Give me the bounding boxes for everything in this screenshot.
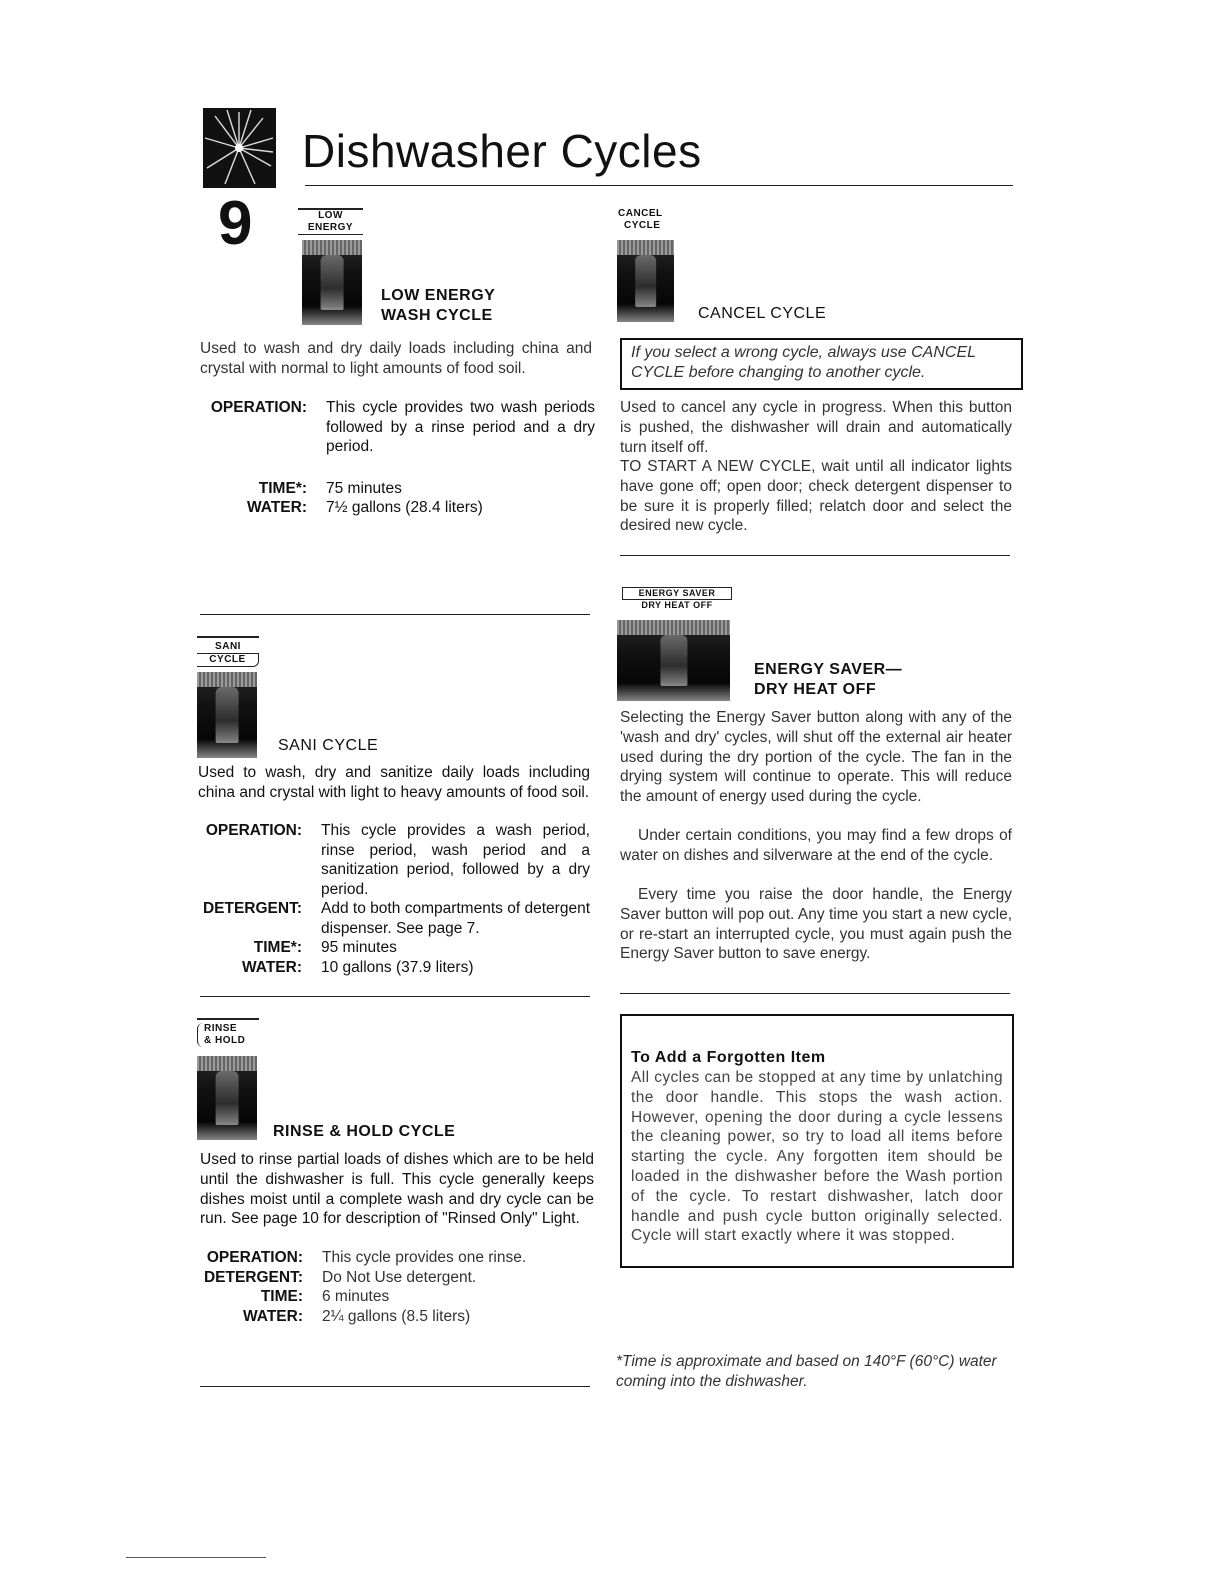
low-energy-time-label: TIME*: xyxy=(258,480,307,497)
page-edge-rule xyxy=(126,1557,266,1558)
sani-water-label: WATER: xyxy=(242,959,302,976)
rinse-hold-intro: Used to rinse partial loads of dishes which are to be held until the dishwasher is full. This cycle generally keeps dishes moist until a complete wash and dry cycle can be run. See page 10 for description of "Rinsed Only" Light. xyxy=(200,1151,594,1228)
forgotten-item-text: All cycles can be stopped at any time by unlatching the door handle. This stops the wash action. However, opening the door during a cycle lessens the cleaning power, so try to load all items before starting the cycle. Any forgotten item should be loaded in the dishwasher before the Wash portion of the cycle. To restart dishwasher, latch door handle and push cycle button originally selected. Cycle will start exactly where it was stopped. xyxy=(631,1069,1003,1245)
sani-button xyxy=(197,672,257,758)
divider xyxy=(620,993,1010,994)
rinse-hold-button-label: RINSE & HOLD xyxy=(197,1018,259,1047)
sani-operation: This cycle provides a wash period, rinse period, wash period and a sanitization period, followed by a dry period. xyxy=(321,822,590,898)
energy-saver-button xyxy=(617,620,730,701)
fireworks-icon xyxy=(203,108,276,188)
footnote: *Time is approximate and based on 140°F (60°C) water coming into the dishwasher. xyxy=(616,1353,997,1390)
rinse-hold-water-label: WATER: xyxy=(243,1308,303,1325)
divider xyxy=(620,555,1010,556)
rinse-hold-operation: This cycle provides one rinse. xyxy=(322,1249,527,1266)
energy-saver-heading: ENERGY SAVER— DRY HEAT OFF xyxy=(754,661,903,698)
low-energy-water: 7½ gallons (28.4 liters) xyxy=(326,499,483,516)
low-energy-operation: This cycle provides two wash periods followed by a rinse period and a dry period. xyxy=(326,399,595,455)
low-energy-button-label: LOW ENERGY xyxy=(298,208,363,235)
sani-water: 10 gallons (37.9 liters) xyxy=(321,959,474,976)
sani-heading: SANI CYCLE xyxy=(278,737,379,754)
forgotten-item-box xyxy=(620,1014,1014,1268)
rinse-hold-detergent: Do Not Use detergent. xyxy=(322,1269,477,1286)
rinse-hold-time: 6 minutes xyxy=(322,1288,390,1305)
forgotten-item-heading: To Add a Forgotten Item xyxy=(631,1049,826,1066)
page-number: 9 xyxy=(218,189,253,258)
low-energy-water-label: WATER: xyxy=(247,499,307,516)
cancel-button-label: CANCEL CYCLE xyxy=(618,208,663,231)
low-energy-operation-label: OPERATION: xyxy=(210,399,307,416)
low-energy-heading: LOW ENERGY WASH CYCLE xyxy=(381,287,496,324)
cancel-note: If you select a wrong cycle, always use CANCEL CYCLE before changing to another cycle. xyxy=(631,344,976,381)
sani-button-label: SANI CYCLE xyxy=(197,636,259,667)
rinse-hold-button xyxy=(197,1056,257,1140)
sani-detergent: Add to both compartments of detergent dispenser. See page 7. xyxy=(321,900,590,937)
rinse-hold-operation-label: OPERATION: xyxy=(206,1249,303,1266)
rinse-hold-heading: RINSE & HOLD CYCLE xyxy=(273,1123,456,1140)
energy-saver-para-3: Every time you raise the door handle, the Energy Saver button will pop out. Any time you start a new cycle, or re-start an interrupted cycle, you must again push the Energy Saver button to save energy. xyxy=(620,886,1012,963)
page-title: Dishwasher Cycles xyxy=(302,125,702,177)
cancel-button xyxy=(617,240,674,322)
rinse-hold-water: 2¼ gallons (8.5 liters) xyxy=(322,1308,471,1325)
low-energy-time: 75 minutes xyxy=(326,480,402,497)
title-rule xyxy=(305,185,1013,186)
low-energy-intro: Used to wash and dry daily loads including china and crystal with normal to light amounts of food soil. xyxy=(200,340,592,377)
cancel-para-1: Used to cancel any cycle in progress. When this button is pushed, the dishwasher will drain and automatically turn itself off. xyxy=(620,399,1012,456)
cancel-heading: CANCEL CYCLE xyxy=(698,305,827,322)
rinse-hold-detergent-label: DETERGENT: xyxy=(203,1269,303,1286)
cancel-note-box xyxy=(620,338,1023,390)
divider xyxy=(200,614,590,615)
sani-detergent-label: DETERGENT: xyxy=(202,900,302,917)
energy-saver-para-2: Under certain conditions, you may find a few drops of water on dishes and silverware at the end of the cycle. xyxy=(620,827,1012,864)
rinse-hold-time-label: TIME: xyxy=(260,1288,303,1305)
divider xyxy=(200,996,590,997)
energy-saver-button-label: ENERGY SAVER DRY HEAT OFF xyxy=(622,587,732,611)
sani-intro: Used to wash, dry and sanitize daily loads including china and crystal with light to heavy amounts of food soil. xyxy=(198,764,590,801)
energy-saver-para-1: Selecting the Energy Saver button along with any of the 'wash and dry' cycles, will shut off the external air heater used during the dry portion of the cycle. The fan in the drying system will continue to operate. This will reduce the amount of energy used during the cycle. xyxy=(620,709,1012,806)
divider xyxy=(200,1386,590,1387)
sani-time-label: TIME*: xyxy=(253,939,302,956)
sani-operation-label: OPERATION: xyxy=(205,822,302,839)
sani-time: 95 minutes xyxy=(321,939,397,956)
low-energy-button xyxy=(302,240,362,325)
cancel-para-2: TO START A NEW CYCLE, wait until all indicator lights have gone off; open door; check detergent dispenser to be sure it is properly filled; relatch door and select the desired new cycle. xyxy=(620,458,1012,535)
